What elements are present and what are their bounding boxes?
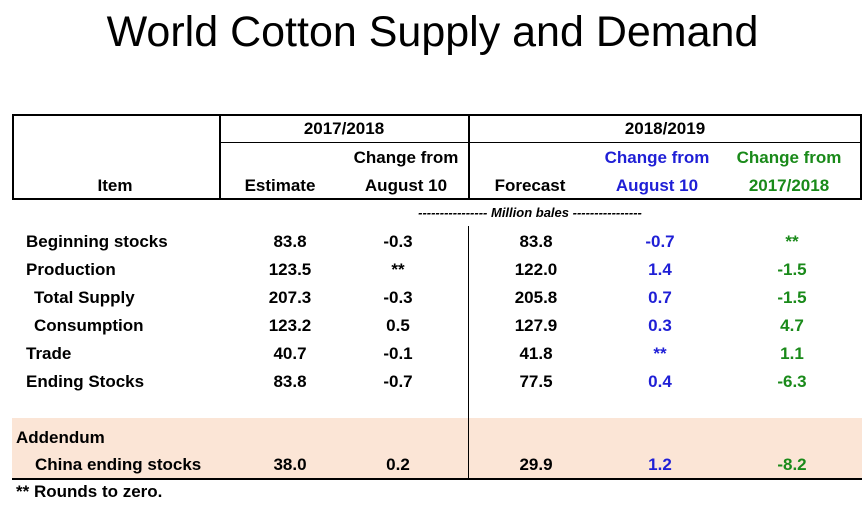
header-forecast: Forecast <box>494 176 566 195</box>
header-estimate: Estimate <box>244 176 316 195</box>
addendum-chg2: 1.2 <box>648 455 672 474</box>
row-label: Consumption <box>34 316 144 335</box>
group2-underline <box>470 142 862 143</box>
row-cell-chg3: -1.5 <box>777 260 807 279</box>
row-cell-estimate: 83.8 <box>273 372 307 391</box>
row-cell-chg1: 0.5 <box>386 316 410 335</box>
row-cell-estimate: 207.3 <box>268 288 312 307</box>
header-group-2017: 2017/2018 <box>303 119 385 138</box>
row-cell-forecast: 122.0 <box>514 260 558 279</box>
row-cell-chg1: -0.3 <box>383 288 413 307</box>
addendum-chg1: 0.2 <box>386 455 410 474</box>
addendum-chg3: -8.2 <box>777 455 807 474</box>
addendum-forecast: 29.9 <box>519 455 553 474</box>
addendum-estimate: 38.0 <box>273 455 307 474</box>
row-cell-chg2: 1.4 <box>648 260 672 279</box>
header-change-prev-1: Change from <box>736 148 842 167</box>
row-cell-estimate: 123.5 <box>268 260 312 279</box>
header-change-prev-2: 2017/2018 <box>748 176 830 195</box>
row-label: Total Supply <box>34 288 135 307</box>
header-item: Item <box>97 176 133 195</box>
row-cell-chg2: 0.4 <box>648 372 672 391</box>
header-bottom-border <box>12 198 862 200</box>
row-cell-forecast: 127.9 <box>514 316 558 335</box>
header-change-aug-b2: August 10 <box>615 176 699 195</box>
row-cell-forecast: 205.8 <box>514 288 558 307</box>
footnote: ** Rounds to zero. <box>16 482 163 501</box>
table-bottom-border <box>12 478 862 480</box>
units-label: ---------------- Million bales ---------------- <box>418 205 642 220</box>
row-cell-estimate: 40.7 <box>273 344 307 363</box>
addendum-item: China ending stocks <box>35 455 202 474</box>
row-cell-chg3: ** <box>785 232 799 251</box>
row-label: Production <box>26 260 116 279</box>
row-cell-forecast: 77.5 <box>519 372 553 391</box>
table-top-border <box>12 114 862 116</box>
row-cell-chg2: 0.3 <box>648 316 672 335</box>
row-cell-chg3: 1.1 <box>780 344 804 363</box>
row-cell-forecast: 83.8 <box>519 232 553 251</box>
group1-underline <box>220 142 468 143</box>
row-cell-chg1: ** <box>391 260 405 279</box>
addendum-label: Addendum <box>16 428 105 447</box>
header-change-aug-2: August 10 <box>364 176 448 195</box>
row-cell-chg1: -0.1 <box>383 344 413 363</box>
row-cell-chg3: 4.7 <box>780 316 804 335</box>
row-cell-chg3: -6.3 <box>777 372 807 391</box>
row-cell-chg1: -0.7 <box>383 372 413 391</box>
header-change-aug-1: Change from <box>353 148 459 167</box>
row-cell-chg2: ** <box>653 344 667 363</box>
row-cell-forecast: 41.8 <box>519 344 553 363</box>
row-cell-chg2: 0.7 <box>648 288 672 307</box>
row-label: Beginning stocks <box>26 232 168 251</box>
row-cell-estimate: 123.2 <box>268 316 312 335</box>
row-label: Ending Stocks <box>26 372 145 391</box>
table-right-border <box>860 114 862 200</box>
table-left-border <box>12 114 14 200</box>
row-cell-chg1: -0.3 <box>383 232 413 251</box>
row-cell-chg2: -0.7 <box>645 232 675 251</box>
row-cell-chg3: -1.5 <box>777 288 807 307</box>
row-cell-estimate: 83.8 <box>273 232 307 251</box>
page-title: World Cotton Supply and Demand <box>106 8 759 56</box>
header-change-aug-b1: Change from <box>604 148 710 167</box>
header-group-2018: 2018/2019 <box>624 119 706 138</box>
row-label: Trade <box>26 344 72 363</box>
